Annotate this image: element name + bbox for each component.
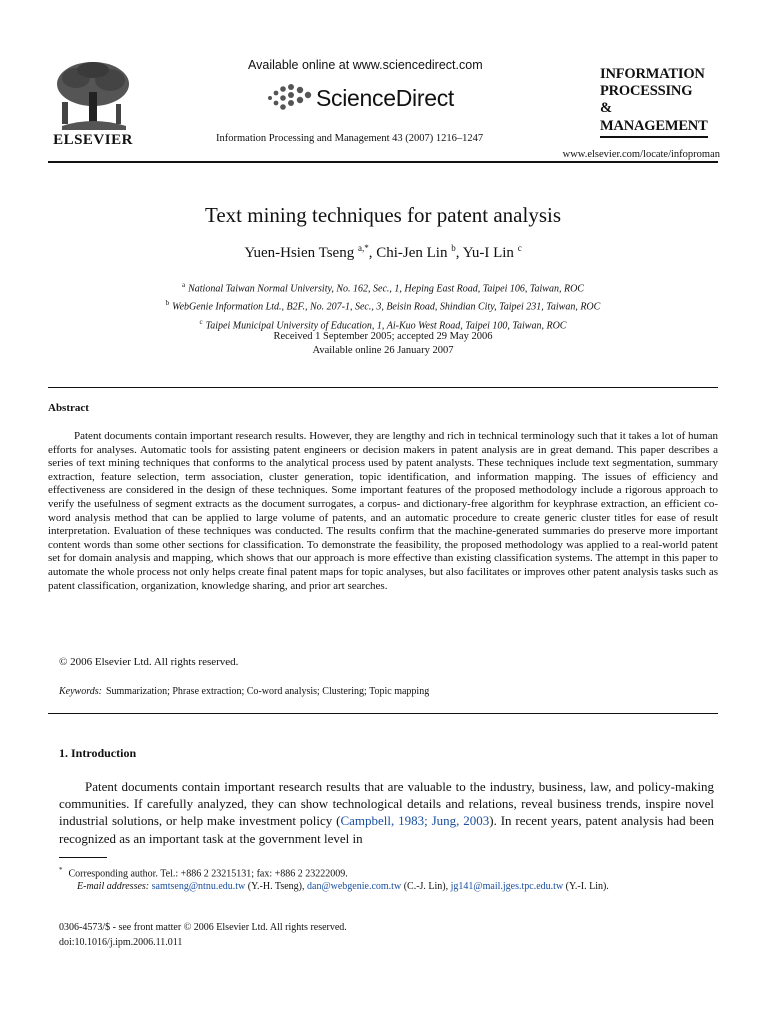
affiliation-list <box>48 278 718 333</box>
affiliation-mark: b <box>165 299 170 308</box>
citation-link[interactable]: Jung, 2003 <box>431 813 490 829</box>
email-owner: (C.-J. Lin), <box>401 881 451 892</box>
email-footnote <box>77 881 609 892</box>
author-name: Yuen-Hsien Tseng <box>244 245 355 261</box>
email-link[interactable]: dan@webgenie.com.tw <box>307 881 402 892</box>
abstract-heading: Abstract <box>48 402 89 414</box>
available-online-date: Available online 26 January 2007 <box>312 345 454 356</box>
affiliation-mark: a <box>182 281 186 289</box>
footnote-mark: * <box>59 866 63 874</box>
intro-text: ). In recent years, patent analysis had been recognized as an important task at the government level in <box>59 813 715 846</box>
abstract-text: Patent documents contain important research results. However, they are lengthy and rich in technical terminology such that it takes a lot of human efforts for analyses. Automatic tools for assisting patent engineers or decision makers in patent analysis are in great demand. This paper describes a series of text mining techniques that conforms to the analytical process used by patent analysts. These techniques include text segmentation, summary extraction, feature selection, term association, cluster generation, topic identification, and information mapping. The issues of efficiency and effectiveness are considered in the design of these techniques. Some important features of the proposed methodology include a rigorous approach to verify the usefulness of segment extracts as the document surrogates, a corpus- and dictionary-free algorithm for keyphrase extraction, an efficient co-word analysis method that can be applied to large volume of patents, and an automatic procedure to create generic cluster titles for ease of result interpretation. Evaluation of these techniques was conducted. The results confirm that the machine-generated summaries do preserve more important content words than some other sections for classification. To demonstrate the feasibility, the proposed methodology was applied to a real-world patent set for domain analysis and mapping, which shows that our approach is more effective than existing classification systems. The attempt in this paper to automate the whole process not only helps create final patent maps for topic analyses, but also facilitates or improves other patent analysis tasks such as patent classification, organization, knowledge sharing, and prior art searches. <box>48 430 718 592</box>
author-separator: , <box>368 245 377 261</box>
affiliation-item <box>48 296 718 314</box>
footnote-divider <box>59 857 107 858</box>
sciencedirect-logo <box>266 82 454 114</box>
available-online-text[interactable]: Available online at www.sciencedirect.com <box>248 58 483 72</box>
intro-text: Patent documents contain important research results that are valuable to the industry, business, law, and policy-making communities. If carefully analyzed, they can show technological details and relations, reveal business trends, inspire novel industrial solutions, or help make investment policy ( <box>59 779 714 829</box>
affiliation-text: Taipei Municipal University of Education, 1, Ai-Kuo West Road, Taipei 100, Taiwan, ROC <box>205 319 567 331</box>
citation-link[interactable]: Campbell, 1983 <box>340 813 425 829</box>
author-name: Yu-I Lin <box>462 245 514 261</box>
email-link[interactable]: jg141@mail.jges.tpc.edu.tw <box>450 881 564 892</box>
corresponding-author-footnote <box>59 866 348 879</box>
citation-separator: ; <box>424 813 432 829</box>
email-link[interactable]: samtseng@ntnu.edu.tw <box>151 881 246 892</box>
journal-logo-line: MANAGEMENT <box>600 118 708 138</box>
abstract-top-divider <box>48 387 718 388</box>
author-separator: , <box>455 245 463 261</box>
footnote-text: Corresponding author. Tel.: +886 2 23215131; fax: +886 2 23222009. <box>68 868 348 880</box>
author-affiliation-marks[interactable]: c <box>517 243 522 253</box>
received-accepted-date: Received 1 September 2005; accepted 29 May 2006 <box>273 331 493 342</box>
affiliation-mark: c <box>199 317 203 326</box>
publisher-name: ELSEVIER <box>53 132 133 148</box>
journal-logo-line: INFORMATION <box>600 66 705 82</box>
journal-logo-line: PROCESSING <box>600 83 693 99</box>
journal-logo-line: & <box>600 100 612 116</box>
author-affiliation-marks[interactable]: b <box>451 243 456 253</box>
article-dates <box>48 330 718 358</box>
intro-paragraph <box>59 778 714 847</box>
email-label: E-mail addresses: <box>77 881 150 892</box>
author-affiliation-marks[interactable]: a,* <box>357 243 369 253</box>
keywords <box>59 686 429 697</box>
journal-citation: Information Processing and Management 43 (2007) 1216–1247 <box>216 133 484 144</box>
header-divider <box>48 161 718 163</box>
doi-line[interactable]: doi:10.1016/j.ipm.2006.11.011 <box>59 937 183 948</box>
affiliation-text: WebGenie Information Ltd., B2F., No. 207-1, Sec., 3, Beisin Road, Shindian City, Taipei 231, Taiwan, ROC <box>172 301 601 313</box>
author-name: Chi-Jen Lin <box>376 245 448 261</box>
affiliation-item <box>48 278 718 296</box>
abstract-copyright: © 2006 Elsevier Ltd. All rights reserved. <box>59 656 239 668</box>
section-heading: 1. Introduction <box>59 746 137 760</box>
keywords-label: Keywords: <box>59 686 102 697</box>
keywords-text: Summarization; Phrase extraction; Co-word analysis; Clustering; Topic mapping <box>105 686 430 697</box>
affiliation-text: National Taiwan Normal University, No. 162, Sec., 1, Heping East Road, Taipei 106, Taiwan, ROC <box>188 283 584 295</box>
journal-url-link[interactable]: www.elsevier.com/locate/infoproman <box>562 149 720 160</box>
sciencedirect-dots-icon <box>266 83 312 113</box>
paper-title: Text mining techniques for patent analysis <box>204 203 562 227</box>
journal-logo <box>600 66 720 138</box>
abstract-bottom-divider <box>48 713 718 714</box>
email-owner: (Y.-I. Lin). <box>563 881 609 892</box>
issn-line: 0306-4573/$ - see front matter © 2006 Elsevier Ltd. All rights reserved. <box>59 922 347 933</box>
sciencedirect-wordmark: ScienceDirect <box>316 84 454 111</box>
email-owner: (Y.-H. Tseng), <box>245 881 307 892</box>
author-list <box>48 243 718 262</box>
